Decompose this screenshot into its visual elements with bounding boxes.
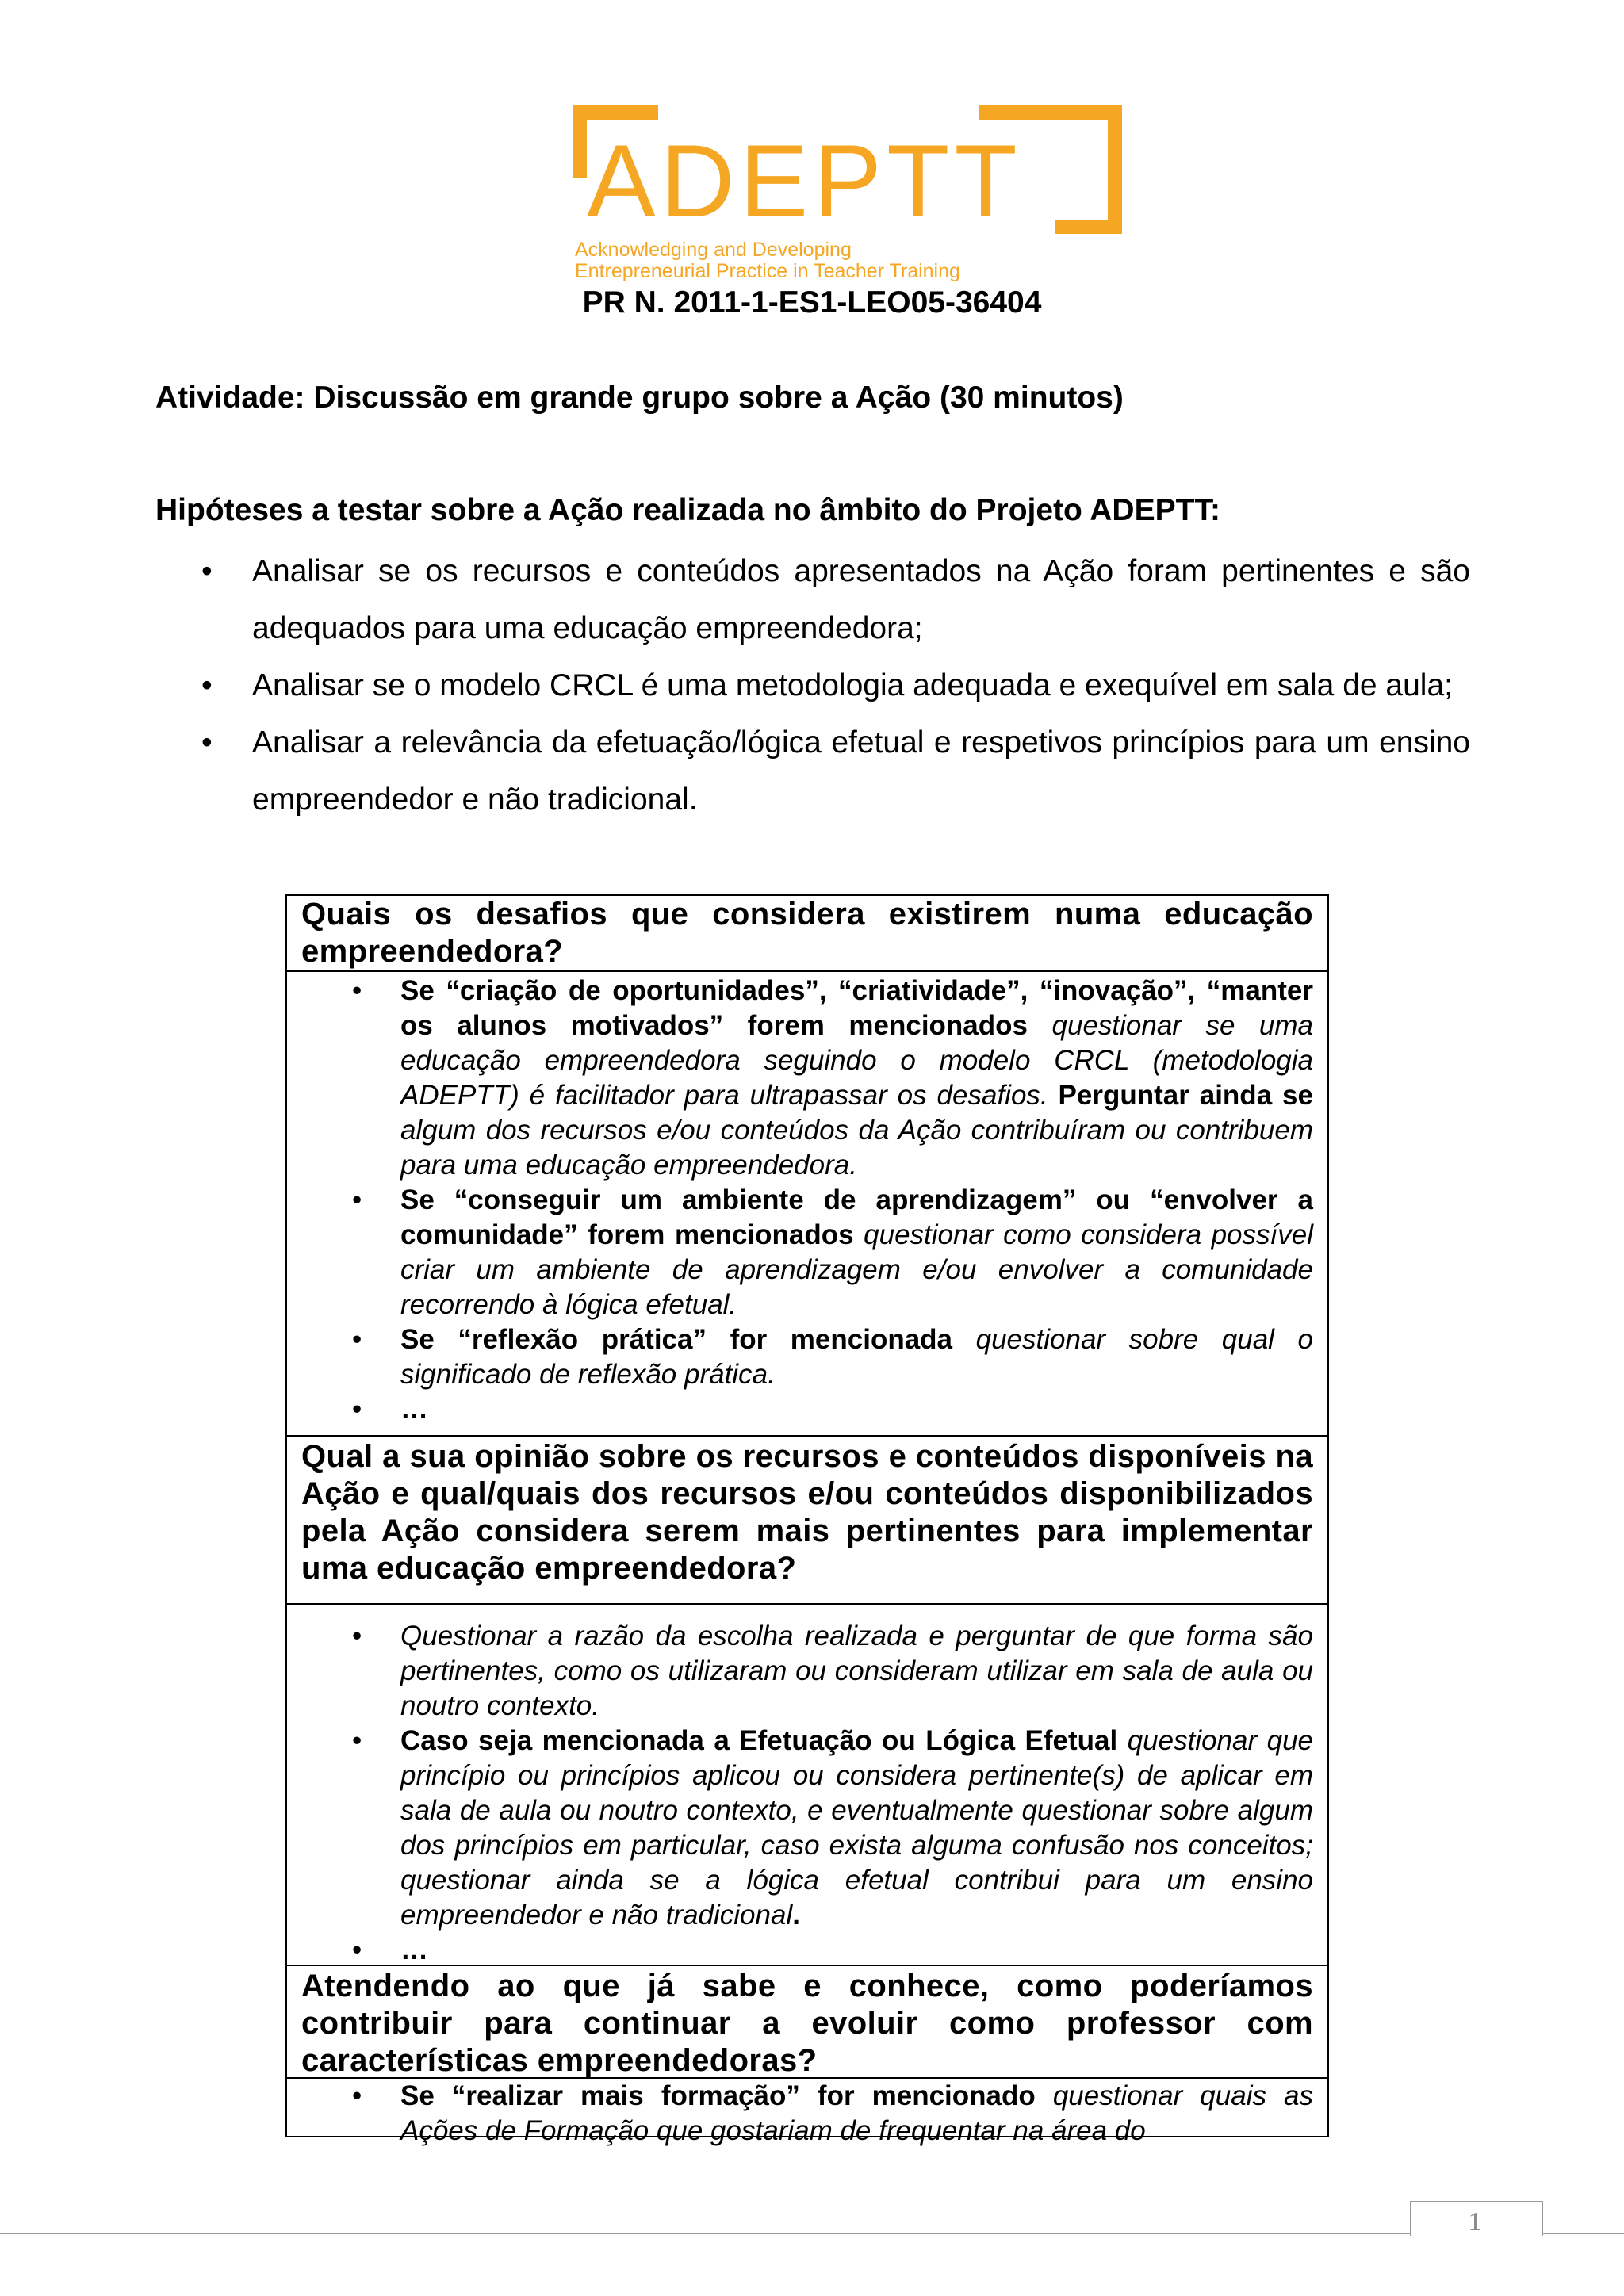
answer-row-1 — [287, 972, 1327, 1437]
guidance-list — [287, 1619, 1327, 1968]
question-text: Qual a sua opinião sobre os recursos e conteúdos disponíveis na Ação e qual/quais dos recursos e/ou conteúdos disponibilizados pela Ação considera serem mais pertinentes para implementar uma educação empreendedora? — [301, 1439, 1313, 1586]
list-item: • … — [287, 1392, 1327, 1427]
bullet-icon: • — [201, 554, 213, 588]
page-number: 1 — [1468, 2207, 1482, 2237]
bullet-icon: • — [201, 725, 213, 760]
hypotheses-list — [201, 543, 1470, 828]
list-item: • Se “realizar mais formação” for mencionado questionar quais as Ações de Formação que gostariam de frequentar na área do — [352, 2080, 1313, 2146]
list-item: • Se “criação de oportunidades”, “criatividade”, “inovação”, “manter os alunos motivados” forem mencionados questionar se uma educação empreendedora seguindo o modelo CRCL (metodologia ADEPTT) é facilitador para ultrapassar os desafios. Perguntar ainda se algum dos recursos e/ou conteúdos da Ação contribuíram ou contribuem para uma educação empreendedora. — [352, 975, 1314, 1181]
list-item: • Se “reflexão prática” for mencionada questionar sobre qual o significado de reflexão prática. — [352, 1324, 1313, 1390]
activity-title: Atividade: Discussão em grande grupo sobre a Ação (30 minutos) — [155, 381, 1124, 415]
list-item: • Questionar a razão da escolha realizada e perguntar de que forma são pertinentes, como os utilizaram ou consideram utilizar em sala de aula ou noutro contexto. — [352, 1621, 1313, 1721]
guidance-list — [287, 974, 1327, 1427]
bullet-icon: • — [352, 1324, 362, 1355]
answer-row-3 — [287, 2079, 1327, 2146]
question-row-1 — [287, 896, 1327, 972]
bullet-icon: • — [352, 975, 362, 1006]
list-item: • … — [287, 1933, 1327, 1968]
adeptt-logo — [508, 99, 1126, 285]
list-item: • Analisar a relevância da efetuação/lógica efetual e respetivos princípios para um ensino empreendedor e não tradicional. — [201, 714, 1470, 828]
question-text: Atendendo ao que já sabe e conhece, como poderíamos contribuir para continuar a evoluir como professor com características empreendedoras? — [301, 1969, 1313, 2078]
bullet-icon: • — [201, 668, 213, 702]
answer-row-2 — [287, 1605, 1327, 1966]
discussion-table — [285, 894, 1329, 2146]
logo-tagline-1: Acknowledging and Developing — [575, 239, 852, 261]
bullet-icon: • — [352, 1725, 362, 1756]
question-text: Quais os desafios que considera existirem numa educação empreendedora? — [301, 897, 1313, 969]
hypotheses-title: Hipóteses a testar sobre a Ação realizada no âmbito do Projeto ADEPTT: — [155, 493, 1220, 527]
list-item: • Se “conseguir um ambiente de aprendizagem” ou “envolver a comunidade” forem mencionados questionar como considera possível criar um ambiente de aprendizagem e/ou envolver a comunidade recorrendo à lógica efetual. — [352, 1184, 1313, 1320]
question-row-3 — [287, 1966, 1327, 2079]
bullet-icon: • — [352, 1621, 362, 1651]
question-row-2 — [287, 1437, 1327, 1605]
bullet-icon: • — [352, 1934, 362, 1965]
bullet-icon: • — [352, 1184, 362, 1215]
bullet-icon: • — [352, 2080, 362, 2111]
footer-rule — [0, 2233, 1624, 2234]
logo-letters: ADEPTT — [587, 123, 1022, 239]
project-code: PR N. 2011-1-ES1-LEO05-36404 — [582, 285, 1042, 320]
list-item: • Analisar se o modelo CRCL é uma metodologia adequada e exequível em sala de aula; — [201, 657, 1470, 714]
guidance-list — [287, 2079, 1327, 2149]
logo-tagline-2: Entrepreneurial Practice in Teacher Training — [575, 260, 960, 282]
list-item: • Caso seja mencionada a Efetuação ou Lógica Efetual questionar que princípio ou princípios aplicou ou considera pertinente(s) de aplicar em sala de aula ou noutro contexto, e eventualmente questionar sobre algum dos princípios em particular, caso exista alguma confusão nos conceitos; questionar ainda se a lógica efetual contribui para um ensino empreendedor e não tradicional. — [352, 1725, 1314, 1931]
bullet-icon: • — [352, 1394, 362, 1425]
list-item: • Analisar se os recursos e conteúdos apresentados na Ação foram pertinentes e são adequados para uma educação empreendedora; — [201, 543, 1470, 657]
